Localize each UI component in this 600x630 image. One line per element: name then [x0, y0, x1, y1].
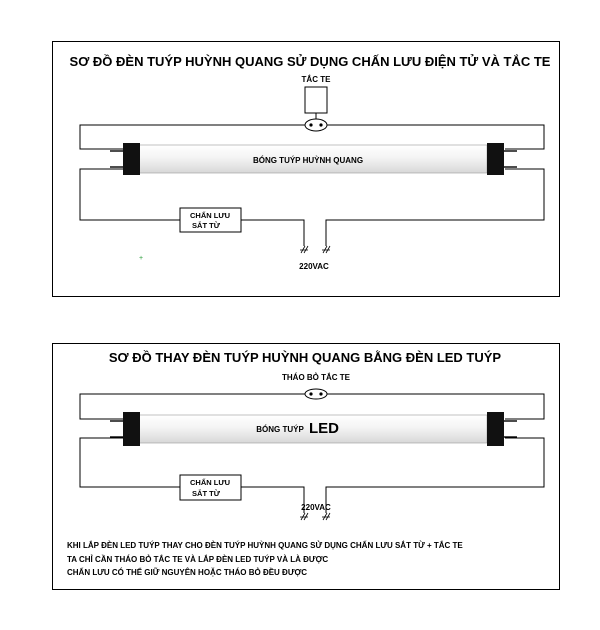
diagram2-title: SƠ ĐỒ THAY ĐÈN TUÝP HUỲNH QUANG BẰNG ĐÈN LED TUÝP: [108, 350, 502, 365]
voltage-label: 220VAC: [301, 503, 331, 512]
note-line-3: CHẤN LƯU CÓ THỂ GIỮ NGUYÊN HOẶC THÁO BỎ ĐỀU ĐƯỢC: [67, 568, 308, 577]
stray-mark: +: [139, 255, 144, 262]
diagram1-title: SƠ ĐỒ ĐÈN TUÝP HUỲNH QUANG SỬ DỤNG CHẤN LƯU ĐIỆN TỬ VÀ TẮC TE: [69, 54, 551, 69]
note-line-2: TA CHỈ CẦN THÁO BỎ TẮC TE VÀ LẮP ĐÈN LED TUÝP VÀ LÀ ĐƯỢC: [67, 555, 329, 564]
tube-label: BÓNG TUÝP HUỲNH QUANG: [252, 156, 364, 165]
diagram-fluorescent: [70, 54, 551, 271]
wiring: [80, 125, 544, 246]
starter-socket-icon: [305, 389, 327, 399]
led-tube-label-led: LED: [309, 420, 339, 437]
ac-terminal-icon: [300, 246, 330, 253]
ballast-label-line2: SẮT TỪ: [192, 221, 220, 230]
voltage-label: 220VAC: [299, 262, 329, 271]
ac-terminal-icon: [300, 513, 330, 520]
diagram-led: [67, 350, 544, 577]
starter-icon: [305, 87, 327, 131]
ballast-label-line2: SẮT TỪ: [192, 489, 220, 498]
wiring: [80, 394, 544, 513]
ballast-label-line1: CHẤN LƯU: [190, 211, 230, 220]
starter-label: TẮC TE: [301, 75, 331, 84]
note-line-1: KHI LẮP ĐÈN LED TUÝP THAY CHO ĐÈN TUÝP HUỲNH QUANG SỬ DỤNG CHẤN LƯU SẮT TỪ + TẮC TE: [67, 541, 463, 550]
ballast-label-line1: CHẤN LƯU: [190, 478, 230, 487]
starter-removed-label: THÁO BỎ TẮC TE: [282, 373, 350, 382]
led-tube-label: BÓNG TUÝP: [256, 425, 304, 434]
